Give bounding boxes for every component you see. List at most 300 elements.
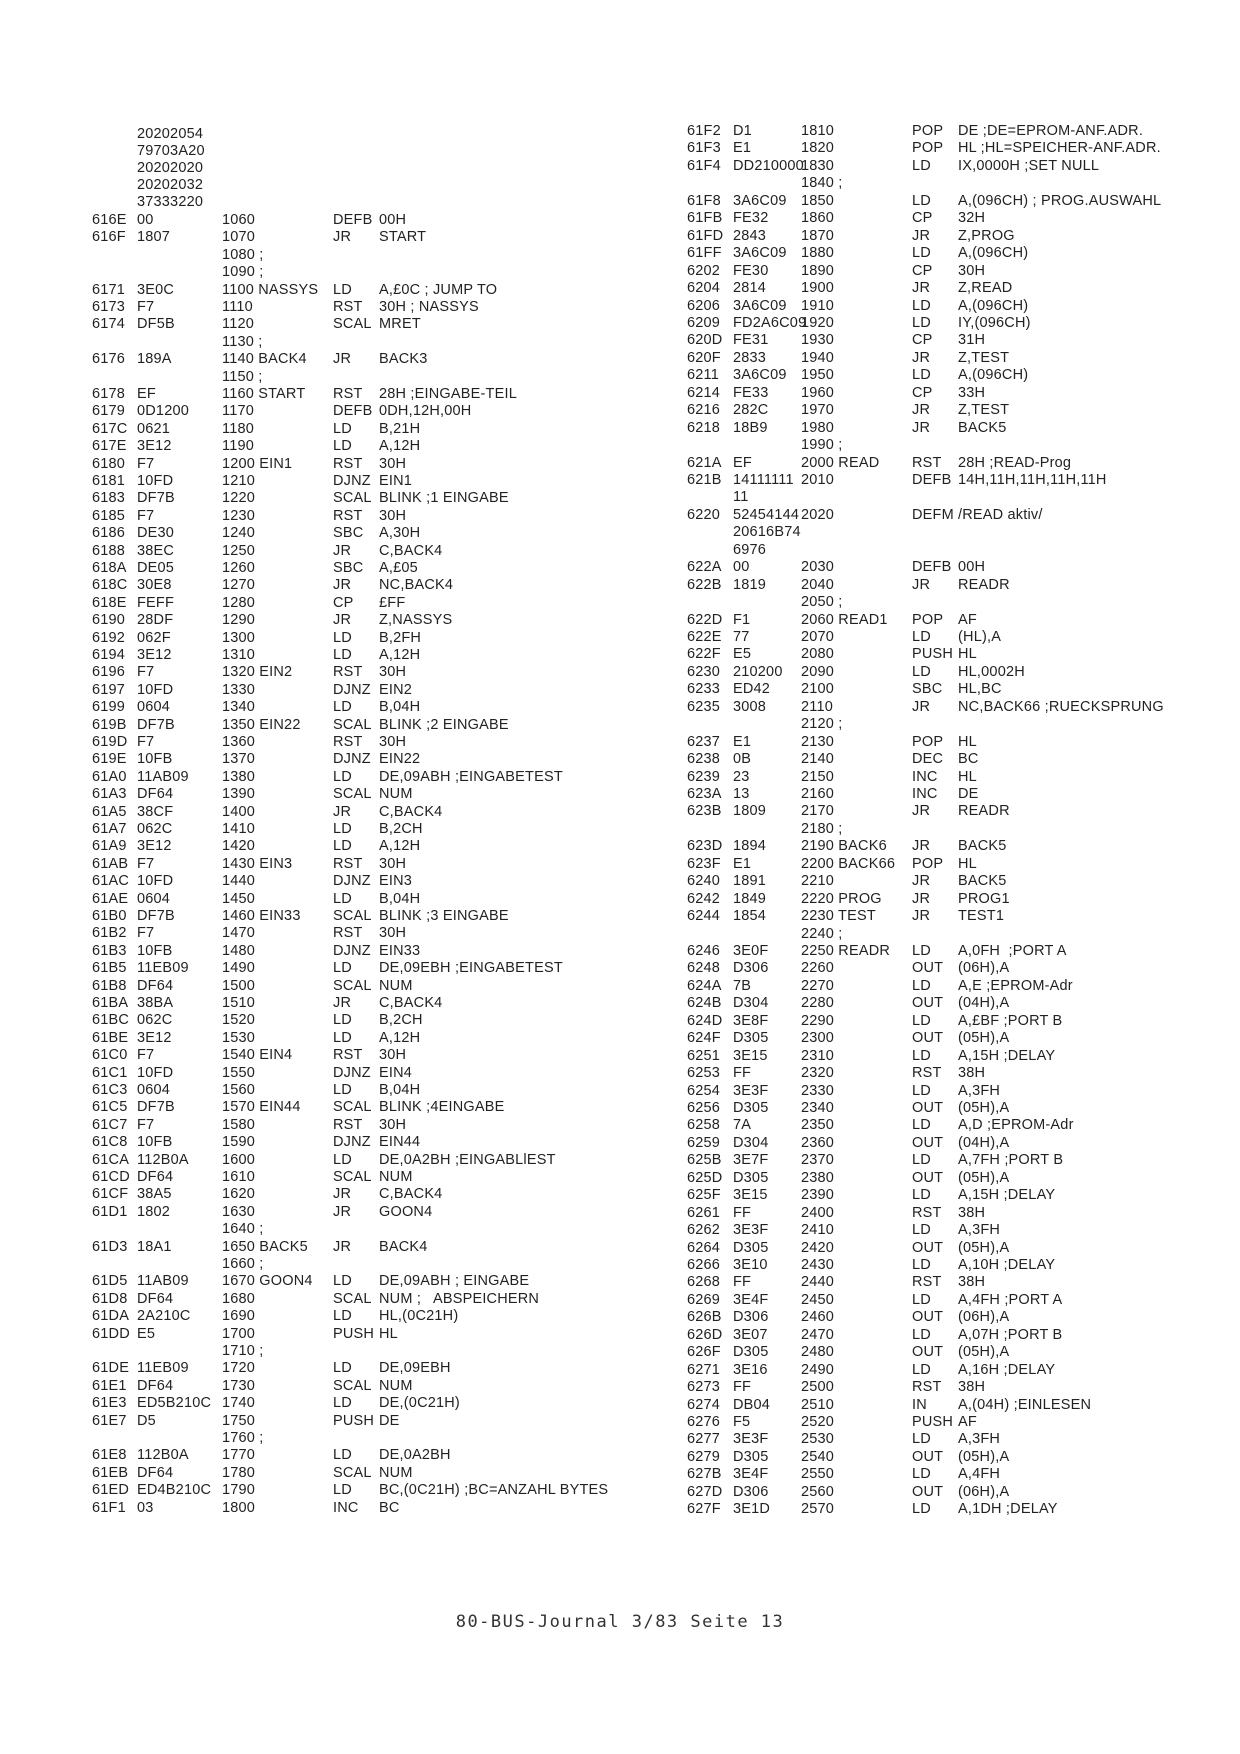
- line-number-cell: 2010: [801, 472, 835, 488]
- mnemonic-cell: JR: [333, 351, 352, 367]
- line-number-cell: 1590: [222, 1134, 256, 1150]
- line-number-cell: 2530: [801, 1431, 835, 1447]
- opcode-cell: D305: [733, 1344, 769, 1360]
- line-number-cell: 2290: [801, 1013, 835, 1029]
- operand-cell: HL: [958, 769, 977, 785]
- line-number-cell: 1510: [222, 995, 256, 1011]
- operand-cell: A,7FH ;PORT B: [958, 1152, 1064, 1168]
- opcode-cell: 1807: [137, 229, 171, 245]
- line-number-cell: 1530: [222, 1030, 256, 1046]
- mnemonic-cell: LD: [912, 367, 931, 383]
- opcode-cell: 11: [733, 489, 749, 505]
- operand-cell: HL ;HL=SPEICHER-ANF.ADR.: [958, 140, 1161, 156]
- line-number-cell: 1700: [222, 1326, 256, 1342]
- mnemonic-cell: LD: [333, 1360, 352, 1376]
- line-number-cell: 1090 ;: [222, 264, 264, 280]
- line-number-cell: 1380: [222, 769, 256, 785]
- mnemonic-cell: DEC: [912, 751, 944, 767]
- opcode-cell: D305: [733, 1449, 769, 1465]
- line-number-cell: 1220: [222, 490, 256, 506]
- opcode-cell: FF: [733, 1205, 752, 1221]
- line-number-cell: 1320 EIN2: [222, 664, 293, 680]
- operand-cell: B,04H: [379, 1082, 421, 1098]
- opcode-cell: F7: [137, 456, 155, 472]
- mnemonic-cell: JR: [912, 402, 931, 418]
- opcode-cell: FE33: [733, 385, 769, 401]
- mnemonic-cell: RST: [912, 1205, 942, 1221]
- address-cell: 6238: [687, 751, 721, 767]
- line-number-cell: 1760 ;: [222, 1430, 264, 1446]
- address-cell: 61F1: [92, 1500, 126, 1516]
- mnemonic-cell: LD: [333, 1308, 352, 1324]
- address-cell: 6196: [92, 664, 126, 680]
- mnemonic-cell: RST: [333, 664, 363, 680]
- mnemonic-cell: JR: [912, 873, 931, 889]
- mnemonic-cell: DJNZ: [333, 873, 371, 889]
- mnemonic-cell: LD: [333, 282, 352, 298]
- operand-cell: 28H ;EINGABE-TEIL: [379, 386, 517, 402]
- mnemonic-cell: SCAL: [333, 1291, 372, 1307]
- mnemonic-cell: CP: [912, 385, 933, 401]
- operand-cell: B,21H: [379, 421, 421, 437]
- opcode-cell: 3E15: [733, 1048, 768, 1064]
- opcode-cell: 30E8: [137, 577, 172, 593]
- operand-cell: GOON4: [379, 1204, 433, 1220]
- line-number-cell: 1920: [801, 315, 835, 331]
- operand-cell: C,BACK4: [379, 1186, 443, 1202]
- mnemonic-cell: JR: [912, 350, 931, 366]
- line-number-cell: 2030: [801, 559, 835, 575]
- operand-cell: B,04H: [379, 891, 421, 907]
- line-number-cell: 1470: [222, 925, 256, 941]
- opcode-cell: FF: [733, 1065, 752, 1081]
- operand-cell: A,£05: [379, 560, 418, 576]
- mnemonic-cell: LD: [912, 298, 931, 314]
- mnemonic-cell: LD: [333, 1447, 352, 1463]
- address-cell: 61A3: [92, 786, 127, 802]
- operand-cell: Z,TEST: [958, 402, 1010, 418]
- operand-cell: Z,NASSYS: [379, 612, 453, 628]
- mnemonic-cell: DJNZ: [333, 751, 371, 767]
- operand-cell: BC: [958, 751, 979, 767]
- address-cell: 6237: [687, 734, 721, 750]
- address-cell: 6242: [687, 891, 721, 907]
- operand-cell: HL: [379, 1326, 398, 1342]
- operand-cell: NUM: [379, 786, 413, 802]
- opcode-cell: 1809: [733, 803, 767, 819]
- opcode-cell: D304: [733, 995, 769, 1011]
- mnemonic-cell: CP: [912, 332, 933, 348]
- line-number-cell: 1160 START: [222, 386, 306, 402]
- address-cell: 624D: [687, 1013, 723, 1029]
- opcode-cell: 3E12: [137, 838, 172, 854]
- line-number-cell: 1540 EIN4: [222, 1047, 293, 1063]
- operand-cell: 33H: [958, 385, 986, 401]
- opcode-cell: 1802: [137, 1204, 171, 1220]
- address-cell: 6235: [687, 699, 721, 715]
- address-cell: 6204: [687, 280, 721, 296]
- mnemonic-cell: JR: [333, 804, 352, 820]
- opcode-cell: 189A: [137, 351, 172, 367]
- line-number-cell: 2320: [801, 1065, 835, 1081]
- mnemonic-cell: LD: [912, 193, 931, 209]
- address-cell: 6254: [687, 1083, 721, 1099]
- line-number-cell: 1820: [801, 140, 835, 156]
- operand-cell: 30H: [958, 263, 986, 279]
- opcode-cell: 1849: [733, 891, 767, 907]
- mnemonic-cell: LD: [912, 315, 931, 331]
- operand-cell: (04H),A: [958, 1135, 1010, 1151]
- mnemonic-cell: LD: [333, 960, 352, 976]
- line-number-cell: 1480: [222, 943, 256, 959]
- operand-cell: 30H: [379, 856, 407, 872]
- operand-cell: 00H: [958, 559, 986, 575]
- address-cell: 6277: [687, 1431, 721, 1447]
- operand-cell: 14H,11H,11H,11H,11H: [958, 472, 1107, 488]
- opcode-cell: 112B0A: [137, 1152, 189, 1168]
- mnemonic-cell: JR: [912, 699, 931, 715]
- mnemonic-cell: LD: [912, 1117, 931, 1133]
- operand-cell: B,2FH: [379, 630, 422, 646]
- mnemonic-cell: JR: [333, 577, 352, 593]
- mnemonic-cell: RST: [333, 856, 363, 872]
- opcode-cell: 7B: [733, 978, 752, 994]
- mnemonic-cell: LD: [333, 1152, 352, 1168]
- address-cell: 61E1: [92, 1378, 127, 1394]
- operand-cell: DE: [379, 1413, 400, 1429]
- opcode-cell: 3E0F: [733, 943, 769, 959]
- mnemonic-cell: RST: [912, 455, 942, 471]
- mnemonic-cell: OUT: [912, 995, 944, 1011]
- operand-cell: (HL),A: [958, 629, 1002, 645]
- mnemonic-cell: LD: [912, 1048, 931, 1064]
- line-number-cell: 2220 PROG: [801, 891, 882, 907]
- opcode-cell: 11EB09: [137, 960, 189, 976]
- address-cell: 626D: [687, 1327, 723, 1343]
- operand-cell: £FF: [379, 595, 406, 611]
- address-cell: 618C: [92, 577, 128, 593]
- operand-cell: EIN4: [379, 1065, 413, 1081]
- address-cell: 6244: [687, 908, 721, 924]
- opcode-cell: 3A6C09: [733, 245, 787, 261]
- address-cell: 61DA: [92, 1308, 130, 1324]
- line-number-cell: 1950: [801, 367, 835, 383]
- line-number-cell: 1840 ;: [801, 175, 843, 191]
- address-cell: 61C3: [92, 1082, 128, 1098]
- opcode-cell: EF: [733, 455, 752, 471]
- address-cell: 618E: [92, 595, 127, 611]
- line-number-cell: 1750: [222, 1413, 256, 1429]
- opcode-cell: EF: [137, 386, 156, 402]
- opcode-cell: 0604: [137, 699, 171, 715]
- operand-cell: EIN22: [379, 751, 421, 767]
- mnemonic-cell: RST: [333, 1117, 363, 1133]
- address-cell: 6183: [92, 490, 126, 506]
- line-number-cell: 2280: [801, 995, 835, 1011]
- operand-cell: BLINK ;3 EINGABE: [379, 908, 509, 924]
- mnemonic-cell: LD: [912, 629, 931, 645]
- mnemonic-cell: DJNZ: [333, 1134, 371, 1150]
- opcode-cell: 10FD: [137, 682, 174, 698]
- mnemonic-cell: OUT: [912, 1449, 944, 1465]
- line-number-cell: 1110: [222, 299, 253, 315]
- opcode-cell: 20616B74: [733, 524, 801, 540]
- address-cell: 61B0: [92, 908, 127, 924]
- opcode-cell: DF7B: [137, 908, 175, 924]
- mnemonic-cell: DEFB: [912, 559, 952, 575]
- mnemonic-cell: PUSH: [333, 1413, 375, 1429]
- opcode-cell: D306: [733, 1309, 769, 1325]
- address-cell: 61A7: [92, 821, 127, 837]
- mnemonic-cell: RST: [333, 508, 363, 524]
- mnemonic-cell: SCAL: [333, 786, 372, 802]
- mnemonic-cell: DJNZ: [333, 943, 371, 959]
- line-number-cell: 1310: [222, 647, 256, 663]
- line-number-cell: 2270: [801, 978, 835, 994]
- address-cell: 61CF: [92, 1186, 129, 1202]
- opcode-cell: 38CF: [137, 804, 174, 820]
- line-number-cell: 1640 ;: [222, 1221, 264, 1237]
- operand-cell: DE: [958, 786, 979, 802]
- mnemonic-cell: JR: [912, 908, 931, 924]
- mnemonic-cell: LD: [333, 838, 352, 854]
- operand-cell: EIN3: [379, 873, 413, 889]
- opcode-cell: F7: [137, 508, 155, 524]
- address-cell: 6197: [92, 682, 126, 698]
- address-cell: 6259: [687, 1135, 721, 1151]
- operand-cell: NUM: [379, 1378, 413, 1394]
- mnemonic-cell: RST: [333, 925, 363, 941]
- address-cell: 6188: [92, 543, 126, 559]
- mnemonic-cell: POP: [912, 612, 944, 628]
- opcode-cell: 3E12: [137, 1030, 172, 1046]
- line-number-cell: 2100: [801, 681, 835, 697]
- operand-cell: (05H),A: [958, 1100, 1010, 1116]
- mnemonic-cell: SCAL: [333, 1099, 372, 1115]
- mnemonic-cell: LD: [333, 769, 352, 785]
- mnemonic-cell: LD: [912, 1327, 931, 1343]
- mnemonic-cell: JR: [912, 420, 931, 436]
- line-number-cell: 2200 BACK66: [801, 856, 896, 872]
- page-footer: 80-BUS-Journal 3/83 Seite 13: [455, 1612, 785, 1632]
- line-number-cell: 1390: [222, 786, 256, 802]
- opcode-cell: DB04: [733, 1397, 771, 1413]
- operand-cell: Z,PROG: [958, 228, 1015, 244]
- operand-cell: 0DH,12H,00H: [379, 403, 472, 419]
- line-number-cell: 2460: [801, 1309, 835, 1325]
- line-number-cell: 2250 READR: [801, 943, 891, 959]
- mnemonic-cell: LD: [333, 1012, 352, 1028]
- operand-cell: NC,BACK4: [379, 577, 454, 593]
- address-cell: 626F: [687, 1344, 721, 1360]
- opcode-cell: 00: [137, 212, 154, 228]
- operand-cell: C,BACK4: [379, 804, 443, 820]
- line-number-cell: 2000 READ: [801, 455, 880, 471]
- opcode-cell: D305: [733, 1240, 769, 1256]
- line-number-cell: 2410: [801, 1222, 835, 1238]
- line-number-cell: 2570: [801, 1501, 835, 1517]
- address-cell: 61E7: [92, 1413, 127, 1429]
- operand-cell: A,16H ;DELAY: [958, 1362, 1056, 1378]
- operand-cell: A,15H ;DELAY: [958, 1048, 1056, 1064]
- opcode-cell: 2A210C: [137, 1308, 191, 1324]
- line-number-cell: 2540: [801, 1449, 835, 1465]
- mnemonic-cell: OUT: [912, 1484, 944, 1500]
- operand-cell: 30H: [379, 925, 407, 941]
- operand-cell: DE,(0C21H): [379, 1395, 460, 1411]
- opcode-cell: 13: [733, 786, 750, 802]
- line-number-cell: 1260: [222, 560, 256, 576]
- line-number-cell: 2440: [801, 1274, 835, 1290]
- address-cell: 61F2: [687, 123, 721, 139]
- operand-cell: 30H ; NASSYS: [379, 299, 479, 315]
- line-number-cell: 1230: [222, 508, 256, 524]
- opcode-cell: 52454144: [733, 507, 800, 523]
- mnemonic-cell: POP: [912, 123, 944, 139]
- address-cell: 61D8: [92, 1291, 128, 1307]
- mnemonic-cell: CP: [333, 595, 354, 611]
- mnemonic-cell: SCAL: [333, 1378, 372, 1394]
- operand-cell: A,3FH: [958, 1083, 1001, 1099]
- mnemonic-cell: LD: [333, 1273, 352, 1289]
- opcode-cell: 38A5: [137, 1186, 172, 1202]
- address-cell: 6178: [92, 386, 126, 402]
- operand-cell: (06H),A: [958, 1309, 1010, 1325]
- mnemonic-cell: POP: [912, 140, 944, 156]
- line-number-cell: 1080 ;: [222, 247, 264, 263]
- opcode-cell: D1: [733, 123, 752, 139]
- address-cell: 6246: [687, 943, 721, 959]
- line-number-cell: 1120: [222, 316, 254, 332]
- mnemonic-cell: JR: [333, 1204, 352, 1220]
- line-number-cell: 1280: [222, 595, 256, 611]
- line-number-cell: 2310: [801, 1048, 835, 1064]
- line-number-cell: 1070: [222, 229, 256, 245]
- operand-cell: A,07H ;PORT B: [958, 1327, 1063, 1343]
- mnemonic-cell: LD: [333, 630, 352, 646]
- opcode-cell: D305: [733, 1100, 769, 1116]
- operand-cell: A,10H ;DELAY: [958, 1257, 1056, 1273]
- line-number-cell: 1850: [801, 193, 835, 209]
- line-number-cell: 2470: [801, 1327, 835, 1343]
- mnemonic-cell: LD: [912, 1152, 931, 1168]
- address-cell: 6269: [687, 1292, 721, 1308]
- address-cell: 6276: [687, 1414, 721, 1430]
- line-number-cell: 2040: [801, 577, 835, 593]
- operand-cell: BACK5: [958, 420, 1007, 436]
- operand-cell: AF: [958, 612, 977, 628]
- opcode-cell: 6976: [733, 542, 767, 558]
- address-cell: 61FB: [687, 210, 723, 226]
- line-number-cell: 2300: [801, 1030, 835, 1046]
- operand-cell: READR: [958, 577, 1010, 593]
- operand-cell: 30H: [379, 1047, 407, 1063]
- line-number-cell: 2340: [801, 1100, 835, 1116]
- address-cell: 61CD: [92, 1169, 130, 1185]
- opcode-cell: F7: [137, 1047, 155, 1063]
- operand-cell: A,0FH ;PORT A: [958, 943, 1067, 959]
- opcode-cell: DF64: [137, 1291, 174, 1307]
- address-cell: 61F3: [687, 140, 721, 156]
- line-number-cell: 1450: [222, 891, 256, 907]
- address-cell: 621B: [687, 472, 722, 488]
- operand-cell: Z,TEST: [958, 350, 1010, 366]
- mnemonic-cell: LD: [333, 821, 352, 837]
- opcode-cell: F7: [137, 734, 155, 750]
- opcode-cell: 10FB: [137, 943, 173, 959]
- address-cell: 6194: [92, 647, 126, 663]
- opcode-cell: 3008: [733, 699, 767, 715]
- line-number-cell: 1410: [222, 821, 256, 837]
- operand-cell: DE,0A2BH: [379, 1447, 451, 1463]
- mnemonic-cell: CP: [912, 263, 933, 279]
- address-cell: 6251: [687, 1048, 721, 1064]
- line-number-cell: 1710 ;: [222, 1343, 264, 1359]
- line-number-cell: 1740: [222, 1395, 256, 1411]
- address-cell: 623F: [687, 856, 721, 872]
- opcode-cell: 3E16: [733, 1362, 768, 1378]
- opcode-cell: 2814: [733, 280, 767, 296]
- opcode-cell: F7: [137, 664, 155, 680]
- operand-cell: 30H: [379, 734, 407, 750]
- opcode-cell: 20202032: [137, 177, 204, 193]
- line-number-cell: 1940: [801, 350, 835, 366]
- line-number-cell: 1770: [222, 1447, 256, 1463]
- opcode-cell: FD2A6C09: [733, 315, 807, 331]
- mnemonic-cell: LD: [912, 1466, 931, 1482]
- line-number-cell: 1360: [222, 734, 256, 750]
- operand-cell: B,2CH: [379, 821, 423, 837]
- mnemonic-cell: OUT: [912, 1030, 944, 1046]
- operand-cell: A,E ;EPROM-Adr: [958, 978, 1073, 994]
- opcode-cell: ED4B210C: [137, 1482, 212, 1498]
- line-number-cell: 2490: [801, 1362, 835, 1378]
- line-number-cell: 2150: [801, 769, 835, 785]
- line-number-cell: 2050 ;: [801, 594, 843, 610]
- address-cell: 6253: [687, 1065, 721, 1081]
- opcode-cell: 77: [733, 629, 750, 645]
- operand-cell: BC,(0C21H) ;BC=ANZAHL BYTES: [379, 1482, 609, 1498]
- line-number-cell: 2380: [801, 1170, 835, 1186]
- address-cell: 61ED: [92, 1482, 130, 1498]
- mnemonic-cell: RST: [333, 299, 363, 315]
- opcode-cell: 38BA: [137, 995, 174, 1011]
- mnemonic-cell: JR: [912, 280, 931, 296]
- opcode-cell: 18A1: [137, 1239, 172, 1255]
- opcode-cell: E5: [733, 646, 752, 662]
- opcode-cell: FF: [733, 1274, 752, 1290]
- operand-cell: A,D ;EPROM-Adr: [958, 1117, 1074, 1133]
- operand-cell: EIN1: [379, 473, 413, 489]
- operand-cell: DE,0A2BH ;EINGABLlEST: [379, 1152, 556, 1168]
- opcode-cell: 03: [137, 1500, 154, 1516]
- operand-cell: 00H: [379, 212, 407, 228]
- opcode-cell: 062F: [137, 630, 171, 646]
- opcode-cell: 3E12: [137, 438, 172, 454]
- line-number-cell: 2500: [801, 1379, 835, 1395]
- address-cell: 6171: [92, 282, 126, 298]
- mnemonic-cell: LD: [912, 158, 931, 174]
- opcode-cell: E1: [733, 734, 752, 750]
- address-cell: 6174: [92, 316, 126, 332]
- operand-cell: (05H),A: [958, 1449, 1010, 1465]
- mnemonic-cell: LD: [333, 647, 352, 663]
- mnemonic-cell: OUT: [912, 960, 944, 976]
- mnemonic-cell: OUT: [912, 1240, 944, 1256]
- operand-cell: 31H: [958, 332, 986, 348]
- address-cell: 6199: [92, 699, 126, 715]
- opcode-cell: 10FD: [137, 873, 174, 889]
